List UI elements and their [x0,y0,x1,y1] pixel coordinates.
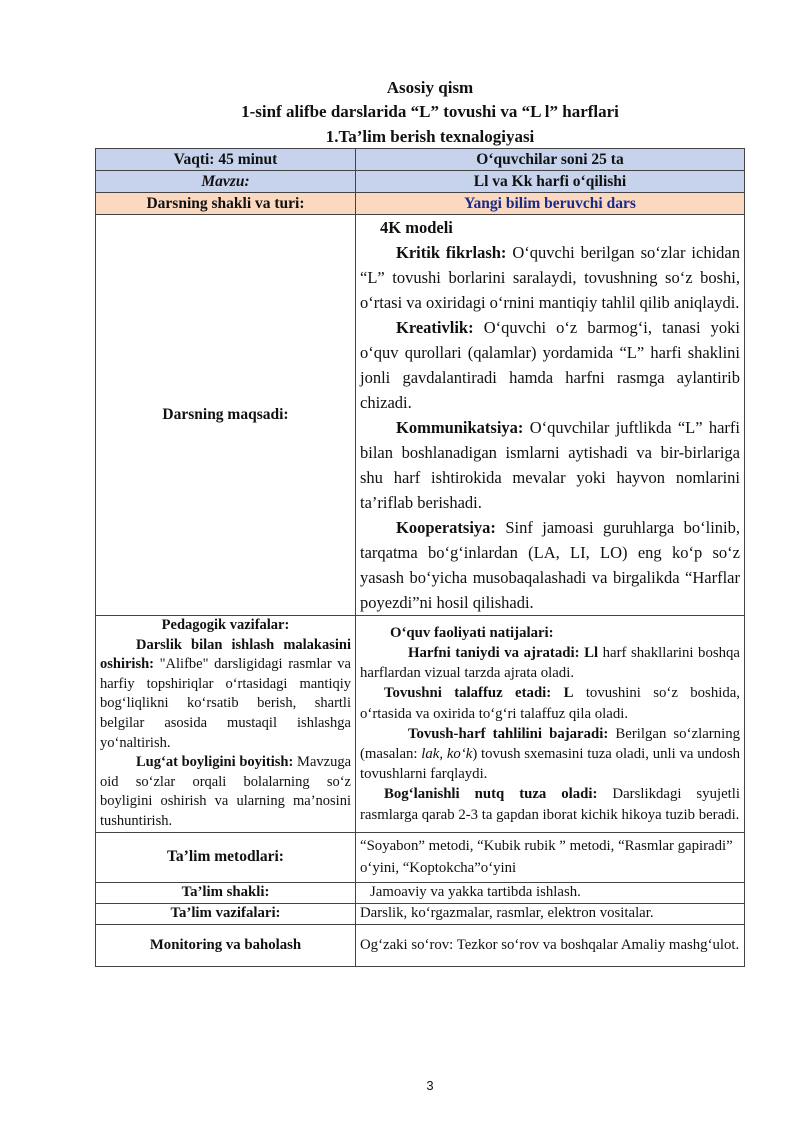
table-row [96,193,745,215]
result-3-title: Tovush-harf tahlilini bajaradi: [408,725,609,742]
pedagogical-tasks-title: Pedagogik vazifalar: [161,617,290,633]
form-label: Ta’lim shakli: [96,882,356,903]
ped-task-2 [100,753,351,831]
lesson-plan-table [95,148,745,967]
result-1-text: harf shakllarini boshqa harflardan vizual tarzda ajrata oladi. [360,644,740,682]
ped-task-1-text: "Alifbe" darsligidagi rasmlar va harfiy topshiriqlar o‘rtasidagi mantiqiy bog‘liqlikni ko‘rsatib berish, shartli belgilar asosida mustaqil ishlashga yo‘naltirish. [100,656,351,751]
cooperation-text: Sinf jamoasi guruhlarga bo‘linib, tarqatma bo‘g‘inlardan (LA, LI, LO) eng ko‘p so‘z yasash bo‘yicha musobaqalashadi va birgalikda “Harflar poyezdi”ni hosil qilishadi. [360,518,740,612]
monitoring-value: Og‘zaki so‘rov: Tezkor so‘rov va boshqalar Amaliy mashg‘ulot. [356,924,745,966]
result-2-text: tovushini so‘z boshida, o‘rtasida va oxirida to‘g‘ri talaffuz qila oladi. [360,685,740,722]
table-row [96,616,745,833]
result-3-pre: Berilgan so‘zlarning (masalan: [360,725,740,762]
page-number: 3 [426,1078,434,1093]
methods-value: “Soyabon” metodi, “Kubik rubik ” metodi, “Rasmlar gapiradi” o‘yini, “Koptokcha”o‘yini [356,832,745,882]
topic-label: Mavzu: [96,171,356,193]
methods-label: Ta’lim metodlari: [96,832,356,882]
result-2 [360,683,740,723]
result-4 [360,784,740,824]
goal-creative [360,315,740,415]
lesson-title: 1-sinf alifbe darslarida “L” tovushi va “L l” harflari [241,102,619,121]
result-4-text: Darslikdagi syujetli rasmlarga qarab 2-3 ta gapdan iborat kichik hikoya tuzib beradi. [360,786,740,823]
communication-title: Kommunikatsiya: [396,418,524,437]
result-1 [360,643,740,683]
result-3-post: ) tovush sxemasini tuza oladi, unli va undosh tovushlarni farqlaydi. [360,745,740,783]
ped-task-1-title: Darslik bilan ishlash malakasini oshirish: [100,636,351,673]
result-2-letter: L [551,685,574,702]
cooperation-title: Kooperatsiya: [396,518,496,537]
goal-communication [360,415,740,515]
ped-task-2-text: Mavzuga oid so‘zlar orqali bolalarning so‘z boyligini oshirish va ularning ma’nosini tushuntirish. [100,754,352,829]
tools-value: Darslik, ko‘rgazmalar, rasmlar, elektron vositalar. [356,903,745,924]
document-heading: Asosiy qism [386,78,474,97]
pedagogical-tasks-cell [96,616,356,833]
form-value: Jamoaviy va yakka tartibda ishlash. [356,882,745,903]
goal-cooperation [360,515,740,615]
section-title: 1.Ta’lim berish texnalogiyasi [325,127,535,146]
time-cell: Vaqti: 45 minut [96,149,356,171]
critical-title: Kritik fikrlash: [396,243,507,262]
learning-results-cell [356,616,745,833]
table-row [96,171,745,193]
ped-task-2-title: Lug‘at boyligini boyitish: [136,754,294,771]
model-title: 4K modeli [380,218,453,237]
table-row [96,924,745,966]
goal-cell [356,215,745,616]
topic-value: Ll va Kk harfi o‘qilishi [356,171,745,193]
result-1-letters: Ll [579,644,599,661]
lesson-form-label: Darsning shakli va turi: [96,193,356,215]
table-row [96,882,745,903]
goal-label: Darsning maqsadi: [96,215,356,616]
creative-title: Kreativlik: [396,318,474,337]
communication-text: O‘quvchilar juftlikda “L” harfi bilan boshlanadigan ismlarni aytishadi va bir-birlariga shu harf ishtirokida mevalar yoki hayvon nomlarini ta’riflab berishadi. [360,418,740,512]
ped-task-1 [100,636,351,754]
table-row [96,903,745,924]
table-row [96,832,745,882]
students-cell: O‘quvchilar soni 25 ta [356,149,745,171]
table-row [96,215,745,616]
critical-text: O‘quvchi berilgan so‘zlar ichidan “L” tovushi borlarini saralaydi, tovushning so‘z boshi, o‘rtasi va oxiridagi o‘rnini mantiqiy tahlil qilib aniqlaydi. [360,243,740,312]
learning-results-title: O‘quv faoliyati natijalari: [390,624,554,641]
creative-text: O‘quvchi o‘z barmog‘i, tanasi yoki o‘quv qurollari (qalamlar) yordamida “L” harfi shaklini jonli gavdalantiradi hamda harfni rasmga aylantirib chizadi. [360,318,740,412]
result-1-title: Harfni taniydi va ajratadi: [408,644,580,661]
lesson-form-value: Yangi bilim beruvchi dars [356,193,745,215]
result-3-example: lak, ko‘k [421,745,473,762]
result-3 [360,724,740,785]
result-2-title: Tovushni talaffuz etadi: [384,685,552,702]
goal-critical [360,240,740,315]
tools-label: Ta’lim vazifalari: [96,903,356,924]
table-row [96,149,745,171]
monitoring-label: Monitoring va baholash [96,924,356,966]
result-4-title: Bog‘lanishli nutq tuza oladi: [384,786,598,803]
